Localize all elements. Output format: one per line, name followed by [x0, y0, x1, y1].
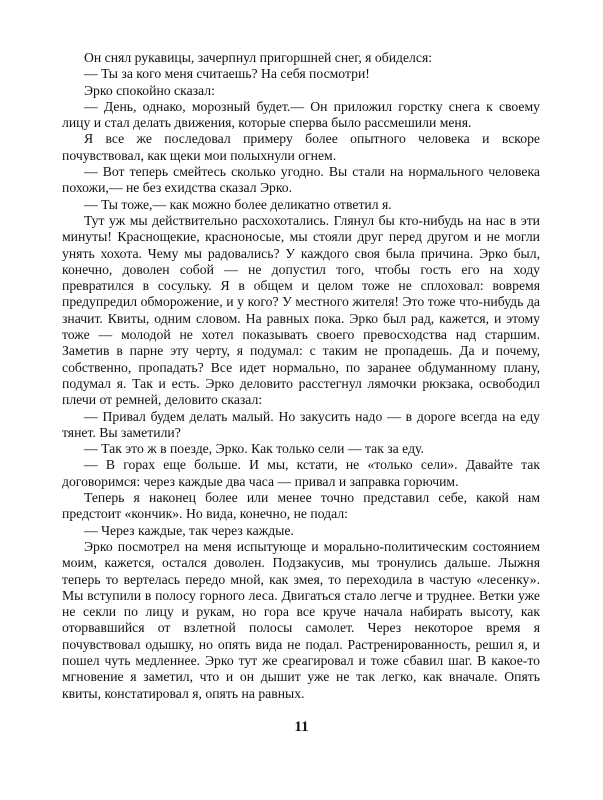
paragraph: — Привал будем делать малый. Но закусить надо — в дороге всегда на еду тянет. Вы заметили?: [62, 408, 540, 440]
page-number: 11: [294, 719, 309, 735]
paragraph: Он снял рукавицы, зачерпнул пригоршней снег, я обиделся:: [84, 50, 433, 65]
paragraph: — День, однако, морозный будет.— Он приложил горстку снега к своему лицу и стал делать движения, которые сперва было рассмешили меня.: [62, 98, 540, 131]
paragraph: Я все же последовал примеру более опытного человека и вскоре почувствовал, как щеки мои полыхнули огнем.: [62, 131, 540, 163]
paragraph: — Через каждые, так через каждые.: [84, 522, 294, 538]
paragraph: — Вот теперь смейтесь сколько угодно. Вы стали на нормального человека похожи,— не без ехидства сказал Эрко.: [62, 164, 540, 196]
paragraph: Теперь я наконец более или менее точно представил себе, какой нам предстоит «кончик». Но вида, конечно, не подал:: [62, 490, 540, 522]
paragraph: Тут уж мы действительно расхохотались. Глянул бы кто-нибудь на нас в эти минуты! Краснощекие, красноносые, мы стояли друг перед другом и не могли унять хохота. Чему мы радовались? У каждого своя была причина. Эрко был, конечно, доволен собой — не допустил того, чтобы гость его на ходу превратился в сосульку. Я в общем и целом тоже не сплоховал: вовремя предупредил обморожение, и у кого? У местного жителя! Это тоже что-нибудь да значит. Квиты, одним словом. На равных пока. Эрко был рад, кажется, и этому тоже — молодой не хотел показывать своего превосходства над старшим. Заметив в парне эту черту, я подумал: с таким не пропадешь. Да и почему, собственно, пропадать? Все идет нормально, по заранее обдуманному плану, подумал я. Так и есть. Эрко деловито расстегнул лямочки рюкзака, освободил плечи от ремней, деловито сказал:: [62, 212, 540, 408]
page-text: [62, 50, 540, 702]
paragraph: — Так это ж в поезде, Эрко. Как только сели — так за еду.: [84, 441, 424, 457]
paragraph: — В горах еще больше. И мы, кстати, не «только сели». Давайте так договоримся: через каждые два часа — привал и заправка горючим.: [62, 457, 540, 489]
paragraph: — Ты за кого меня считаешь? На себя посмотри!: [84, 66, 370, 82]
paragraph: Эрко спокойно сказал:: [84, 82, 215, 98]
paragraph: — Ты тоже,— как можно более деликатно ответил я.: [84, 196, 392, 212]
paragraph: Эрко посмотрел на меня испытующе и морально-политическим состоянием моим, кажется, остался доволен. Подзакусив, мы тронулись дальше. Лыжня теперь то вертелась передо мной, как змея, то переходила в частую «лесенку». Мы вступили в полосу горного леса. Двигаться стало легче и труднее. Ветки уже не секли по лицу и рукам, но гора все круче начала набирать высоту, как оторвавшийся от взлетной полосы самолет. Через некоторое время я почувствовал одышку, но опять вида не подал. Растренированность, решил я, и пошел чуть медленнее. Эрко тут же среагировал и тоже сбавил шаг. В какое-то мгновение я заметил, что и он дышит уже не так легко, как вначале. Опять квиты, констатировал я, опять на равных.: [62, 538, 540, 701]
